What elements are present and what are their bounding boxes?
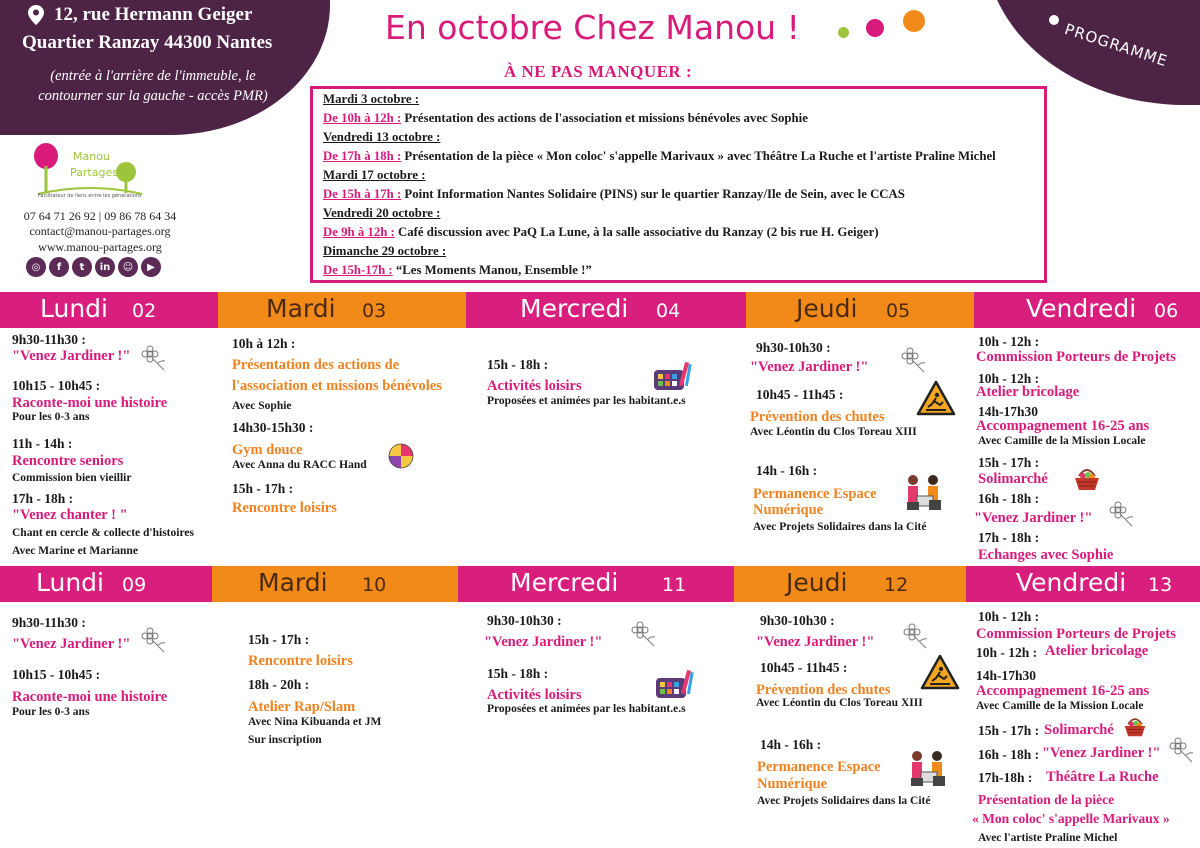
youtube-icon[interactable]: ▶: [141, 257, 161, 277]
day-name: Lundi: [36, 568, 104, 597]
event-time: 15h - 17h :: [232, 481, 294, 496]
day-date: 04: [656, 300, 681, 322]
day-name: Jeudi: [796, 294, 858, 323]
day-name: Lundi: [40, 294, 108, 323]
event-title: Théâtre La Ruche: [1046, 769, 1159, 785]
logo-name: Manou: [73, 150, 110, 163]
event-title: Présentation des actions de: [232, 357, 400, 373]
people-computer-icon: [903, 472, 945, 512]
flower-icon: [140, 626, 168, 654]
event-title: Rencontre loisirs: [248, 653, 353, 669]
address-note: (entrée à l'arrière de l'immeuble, le contourner sur la gauche - accès PMR): [38, 68, 268, 104]
flower-icon: [1168, 736, 1196, 764]
event-time: 15h - 17h :: [248, 632, 310, 647]
event-note: Pour les 0-3 ans: [12, 411, 90, 423]
day-name: Mercredi: [510, 568, 619, 597]
warning-fall-icon: [916, 380, 956, 416]
website-link[interactable]: www.manou-partages.org: [38, 240, 162, 254]
social-links: [26, 257, 161, 277]
event-title: Rencontre seniors: [12, 453, 124, 469]
highlights-list: [323, 90, 1043, 280]
event-time: 10h - 12h :: [978, 371, 1040, 386]
highlight-text: “Les Moments Manou, Ensemble !”: [392, 263, 592, 277]
flower-icon: [900, 346, 928, 374]
event-note: Avec Sophie: [232, 400, 292, 412]
event-title: Accompagnement 16-25 ans: [976, 418, 1150, 434]
event-title: Commission Porteurs de Projets: [976, 349, 1176, 365]
day-header-mercredi: [466, 292, 746, 328]
event-title: Prévention des chutes: [750, 409, 885, 425]
day-header-jeudi: [734, 566, 966, 602]
flower-icon: [902, 622, 930, 650]
event-time: 16h - 18h :: [978, 747, 1040, 762]
event-title: "Venez Jardiner !": [756, 634, 875, 650]
highlight-row: [323, 185, 1043, 204]
event-note: Proposées et animées par les habitant.e.s: [487, 703, 686, 715]
event-time: 15h - 17h :: [978, 455, 1040, 470]
event-title: Accompagnement 16-25 ans: [976, 683, 1150, 699]
page-title: En octobre Chez Manou !: [385, 8, 800, 47]
event-title: Raconte-moi une histoire: [12, 689, 168, 705]
event-title: l'association et missions bénévoles: [232, 378, 442, 394]
day-header-lundi: [0, 292, 218, 328]
event-title: Activités loisirs: [487, 687, 582, 703]
event-title: Solimarché: [978, 471, 1048, 487]
highlight-time: De 15h à 17h :: [323, 187, 402, 201]
manou-logo: [30, 140, 160, 200]
event-title: Commission Porteurs de Projets: [976, 626, 1176, 642]
highlight-row: [323, 261, 1043, 280]
event-title: Présentation de la pièce: [978, 792, 1115, 807]
flower-icon: [1108, 500, 1136, 528]
logo-tagline: Facilitateur de liens entre les générations: [38, 193, 142, 199]
event-title: "Venez Jardiner !": [1042, 745, 1161, 761]
day-date: 11: [662, 574, 687, 596]
event-time: 15h - 17h :: [978, 723, 1040, 738]
event-time: 9h30-10h30 :: [756, 340, 831, 355]
event-title: "Venez Jardiner !": [750, 359, 869, 375]
event-title: Permanence Espace: [753, 486, 877, 502]
highlight-date: Vendredi 20 octobre :: [323, 206, 441, 220]
highlight-time: De 10h à 12h :: [323, 111, 402, 125]
decor-dot: [838, 27, 849, 38]
highlight-time: De 15h-17h :: [323, 263, 393, 277]
highlight-text: Présentation de la pièce « Mon coloc' s'appelle Marivaux » avec Théâtre La Ruche et l'artiste Praline Michel: [401, 149, 996, 163]
logo-name: Partages: [70, 166, 118, 179]
day-date: 03: [362, 300, 387, 322]
event-time: 10h15 - 10h45 :: [12, 667, 101, 682]
highlight-text: Point Information Nantes Solidaire (PINS) sur le quartier Ranzay/Ile de Sein, avec le CCAS: [401, 187, 905, 201]
event-time: 16h - 18h :: [978, 491, 1040, 506]
event-time: 14h-17h30: [976, 668, 1037, 683]
event-title: "Venez Jardiner !": [974, 510, 1093, 526]
address-city: Quartier Ranzay 44300 Nantes: [22, 32, 273, 53]
decor-dot: [903, 10, 925, 32]
event-title: "Venez chanter ! ": [12, 507, 128, 523]
flower-icon: [140, 344, 168, 372]
event-time: 11h - 14h :: [12, 436, 73, 451]
day-name: Mercredi: [520, 294, 629, 323]
day-date: 05: [886, 300, 911, 322]
event-title: Rencontre loisirs: [232, 500, 337, 516]
event-title: Solimarché: [1044, 722, 1114, 738]
event-title: Atelier bricolage: [1045, 643, 1149, 659]
highlight-date: Dimanche 29 octobre :: [323, 244, 447, 258]
day-date: 13: [1148, 574, 1173, 596]
highlight-text: Café discussion avec PaQ La Lune, à la salle associative du Ranzay (2 bis rue H. Geiger): [394, 225, 879, 239]
day-date: 09: [122, 574, 147, 596]
day-header-lundi: [0, 566, 212, 602]
event-time: 18h - 20h :: [248, 677, 310, 692]
day-name: Vendredi: [1016, 568, 1127, 597]
day-date: 02: [132, 300, 157, 322]
day-header-vendredi: [966, 566, 1200, 602]
day-name: Vendredi: [1026, 294, 1137, 323]
event-title: "Venez Jardiner !": [12, 348, 131, 364]
event-time: 9h30-10h30 :: [487, 613, 562, 628]
flower-icon: [630, 620, 658, 648]
event-time: 10h15 - 10h45 :: [12, 378, 101, 393]
event-note: Avec Projets Solidaires dans la Cité: [753, 521, 927, 533]
highlight-time: De 9h à 12h :: [323, 225, 395, 239]
event-time: 9h30-11h30 :: [12, 332, 86, 347]
event-time: 9h30-10h30 :: [760, 613, 835, 628]
event-note: Avec Camille de la Mission Locale: [976, 700, 1144, 712]
event-title: "Venez Jardiner !": [12, 636, 131, 652]
phone-numbers: 07 64 71 26 92 | 09 86 78 64 34: [23, 209, 177, 223]
highlight-text: Présentation des actions de l'association et missions bénévoles avec Sophie: [401, 111, 808, 125]
day-date: 10: [362, 574, 387, 596]
event-time: 14h - 16h :: [760, 737, 822, 752]
event-time: 14h-17h30: [978, 404, 1039, 419]
highlights-subtitle: À NE PAS MANQUER :: [504, 62, 693, 81]
event-time: 17h - 18h :: [12, 491, 74, 506]
event-note: Chant en cercle & collecte d'histoires: [12, 527, 194, 539]
highlight-date: Mardi 17 octobre :: [323, 168, 426, 182]
event-note: Avec Léontin du Clos Toreau XIII: [756, 697, 923, 709]
event-note: Pour les 0-3 ans: [12, 706, 90, 718]
event-note: Proposées et animées par les habitant.e.s: [487, 395, 686, 407]
highlight-date: Mardi 3 octobre :: [323, 92, 420, 106]
highlight-time: De 17h à 18h :: [323, 149, 402, 163]
twitter-icon[interactable]: t: [72, 257, 92, 277]
snapchat-icon[interactable]: ☺: [118, 257, 138, 277]
event-time: 14h - 16h :: [756, 463, 818, 478]
event-note: Avec Léontin du Clos Toreau XIII: [750, 426, 917, 438]
decor-dot: [866, 19, 884, 37]
bullet-dot: [1049, 15, 1059, 25]
highlight-date: Vendredi 13 octobre :: [323, 130, 441, 144]
event-title: Gym douce: [232, 442, 303, 458]
art-supplies-icon: [652, 360, 692, 394]
event-time: 9h30-11h30 :: [12, 615, 86, 630]
facebook-icon[interactable]: f: [49, 257, 69, 277]
event-title: "Venez Jardiner !": [484, 634, 603, 650]
event-title: Prévention des chutes: [756, 682, 891, 698]
day-header-jeudi: [746, 292, 974, 328]
event-time: 15h - 18h :: [487, 357, 549, 372]
event-time: 15h - 18h :: [487, 666, 549, 681]
day-date: 06: [1154, 300, 1179, 322]
instagram-icon[interactable]: ◎: [26, 257, 46, 277]
event-title: Atelier Rap/Slam: [248, 699, 356, 715]
event-time: 17h-18h :: [978, 770, 1033, 785]
highlight-row: [323, 109, 1043, 128]
event-note: Commission bien vieillir: [12, 472, 132, 484]
event-note: Avec Projets Solidaires dans la Cité: [757, 795, 931, 807]
event-note: Avec l'artiste Praline Michel: [978, 832, 1118, 844]
event-title: Permanence Espace: [757, 759, 881, 775]
event-note: Avec Nina Kibuanda et JM: [248, 716, 382, 728]
programme-label: PROGRAMME: [1062, 20, 1171, 71]
day-name: Mardi: [266, 294, 336, 323]
event-time: 10h45 - 11h45 :: [756, 387, 844, 402]
event-note: Avec Marine et Marianne: [12, 545, 138, 557]
event-title: Numérique: [753, 502, 824, 518]
address-street: 12, rue Hermann Geiger: [54, 4, 253, 25]
event-title: Raconte-moi une histoire: [12, 395, 168, 411]
event-title: Numérique: [757, 776, 828, 792]
art-supplies-icon: [654, 668, 694, 702]
day-date: 12: [884, 574, 909, 596]
event-time: 10h45 - 11h45 :: [760, 660, 848, 675]
event-note: Avec Camille de la Mission Locale: [978, 435, 1146, 447]
highlight-row: [323, 147, 1043, 166]
event-title: Activités loisirs: [487, 378, 582, 394]
day-name: Jeudi: [786, 568, 848, 597]
warning-fall-icon: [920, 654, 960, 690]
event-time: 10h - 12h :: [976, 645, 1038, 660]
event-time: 14h30-15h30 :: [232, 420, 314, 435]
event-time: 17h - 18h :: [978, 530, 1040, 545]
day-header-mardi: [212, 566, 458, 602]
event-time: 10h - 12h :: [978, 334, 1040, 349]
day-header-mercredi: [458, 566, 734, 602]
event-title: Atelier bricolage: [976, 384, 1080, 400]
event-time: 10h - 12h :: [978, 609, 1040, 624]
basket-icon: [1072, 464, 1102, 492]
day-header-vendredi: [974, 292, 1200, 328]
highlight-row: [323, 223, 1043, 242]
location-pin-icon: [28, 5, 44, 25]
email-link[interactable]: contact@manou-partages.org: [29, 224, 171, 238]
ball-icon: [387, 442, 415, 470]
basket-icon: [1122, 714, 1148, 738]
day-name: Mardi: [258, 568, 328, 597]
day-header-mardi: [218, 292, 466, 328]
event-note: Avec Anna du RACC Hand: [232, 459, 367, 471]
event-title: Echanges avec Sophie: [978, 547, 1114, 563]
event-time: 10h à 12h :: [232, 336, 296, 351]
people-computer-icon: [907, 748, 949, 788]
linkedin-icon[interactable]: in: [95, 257, 115, 277]
event-note: Sur inscription: [248, 734, 322, 746]
event-title: « Mon coloc' s'appelle Marivaux »: [972, 811, 1170, 826]
